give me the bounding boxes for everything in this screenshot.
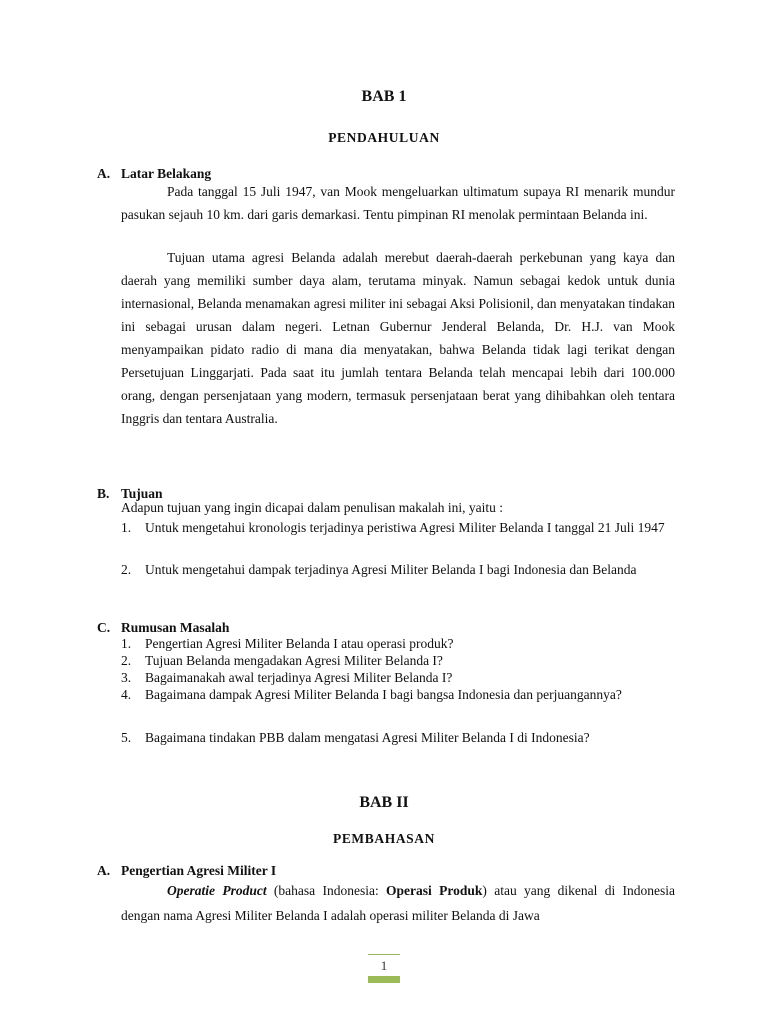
list-item bbox=[121, 557, 675, 583]
term-operatie-product: Operatie Product bbox=[167, 883, 267, 898]
paragraph-text: (bahasa Indonesia: bbox=[266, 883, 387, 898]
section-letter: B. bbox=[97, 486, 110, 501]
footer-accent-bar bbox=[368, 976, 400, 983]
section-letter: A. bbox=[97, 166, 111, 181]
list-number: 1. bbox=[121, 520, 132, 535]
page-number: 1 bbox=[380, 958, 388, 973]
list-item bbox=[121, 515, 675, 541]
term-operasi-produk: Operasi Produk bbox=[386, 883, 483, 898]
section-heading-text: Pengertian Agresi Militer I bbox=[121, 863, 277, 878]
list-item bbox=[121, 652, 675, 670]
section-letter: A. bbox=[97, 863, 111, 878]
list-text: Untuk mengetahui kronologis terjadinya peristiwa Agresi Militer Belanda I tanggal 21 Juli 1947 bbox=[145, 520, 665, 535]
list-number: 2. bbox=[121, 653, 132, 668]
list-text: Bagaimana dampak Agresi Militer Belanda I bagi bangsa Indonesia dan perjuangannya? bbox=[145, 687, 622, 702]
list-number: 1. bbox=[121, 636, 132, 651]
list-text: Tujuan Belanda mengadakan Agresi Militer Belanda I? bbox=[145, 653, 443, 668]
list-number: 5. bbox=[121, 730, 132, 745]
list-number: 3. bbox=[121, 670, 132, 685]
paragraph-text: ) atau yang dikenal di Indonesia dengan nama Agresi Militer Belanda I adalah operasi militer Belanda di Jawa bbox=[121, 883, 676, 923]
chapter-title-bab2: BAB II bbox=[359, 794, 409, 811]
list-item bbox=[121, 729, 675, 747]
list-item bbox=[121, 635, 675, 653]
list-text: Bagaimana tindakan PBB dalam mengatasi Agresi Militer Belanda I di Indonesia? bbox=[145, 730, 590, 745]
paragraph-pengertian bbox=[121, 878, 675, 928]
paragraph-latar-2 bbox=[121, 246, 675, 430]
footer-rule bbox=[368, 954, 400, 955]
list-number: 4. bbox=[121, 687, 132, 702]
section-letter: C. bbox=[97, 620, 111, 635]
list-item bbox=[121, 683, 675, 707]
paragraph-latar-1 bbox=[121, 180, 675, 226]
list-text: Bagaimanakah awal terjadinya Agresi Militer Belanda I? bbox=[145, 670, 453, 685]
paragraph-text: Tujuan utama agresi Belanda adalah merebut daerah-daerah perkebunan yang kaya dan daerah yang memiliki sumber daya alam, terutama minyak. Namun sebagai kedok untuk dunia internasional, Belanda menamakan agresi militer ini sebagai Aksi Polisionil, dan menyatakan tindakan ini sebagai urusan dalam negeri. Letnan Gubernur Jenderal Belanda, Dr. H.J. van Mook menyampaikan pidato radio di mana dia menyatakan, bahwa Belanda tidak lagi terikat dengan Persetujuan Linggarjati. Pada saat itu jumlah tentara Belanda telah mencapai lebih dari 100.000 orang, dengan persenjataan yang modern, termasuk persenjataan berat yang dihibahkan oleh tentara Inggris dan tentara Australia. bbox=[121, 250, 675, 426]
list-text: Pengertian Agresi Militer Belanda I atau operasi produk? bbox=[145, 636, 454, 651]
list-text: Untuk mengetahui dampak terjadinya Agresi Militer Belanda I bagi Indonesia dan Belanda bbox=[145, 562, 637, 577]
section-heading-pengertian bbox=[97, 863, 276, 879]
section-heading-text: Latar Belakang bbox=[121, 166, 212, 181]
chapter-subtitle-pendahuluan: PENDAHULUAN bbox=[328, 130, 440, 145]
paragraph-text: Pada tanggal 15 Juli 1947, van Mook mengeluarkan ultimatum supaya RI menarik mundur pasukan sejauh 10 km. dari garis demarkasi. Tentu pimpinan RI menolak permintaan Belanda ini. bbox=[121, 184, 675, 222]
list-number: 2. bbox=[121, 562, 132, 577]
section-heading-rumusan-masalah bbox=[97, 620, 229, 636]
chapter-title-bab1: BAB 1 bbox=[361, 88, 407, 105]
section-heading-text: Rumusan Masalah bbox=[121, 620, 230, 635]
tujuan-intro: Adapun tujuan yang ingin dicapai dalam penulisan makalah ini, yaitu : bbox=[121, 500, 504, 515]
section-heading-text: Tujuan bbox=[121, 486, 163, 501]
chapter-subtitle-pembahasan: PEMBAHASAN bbox=[332, 831, 435, 846]
